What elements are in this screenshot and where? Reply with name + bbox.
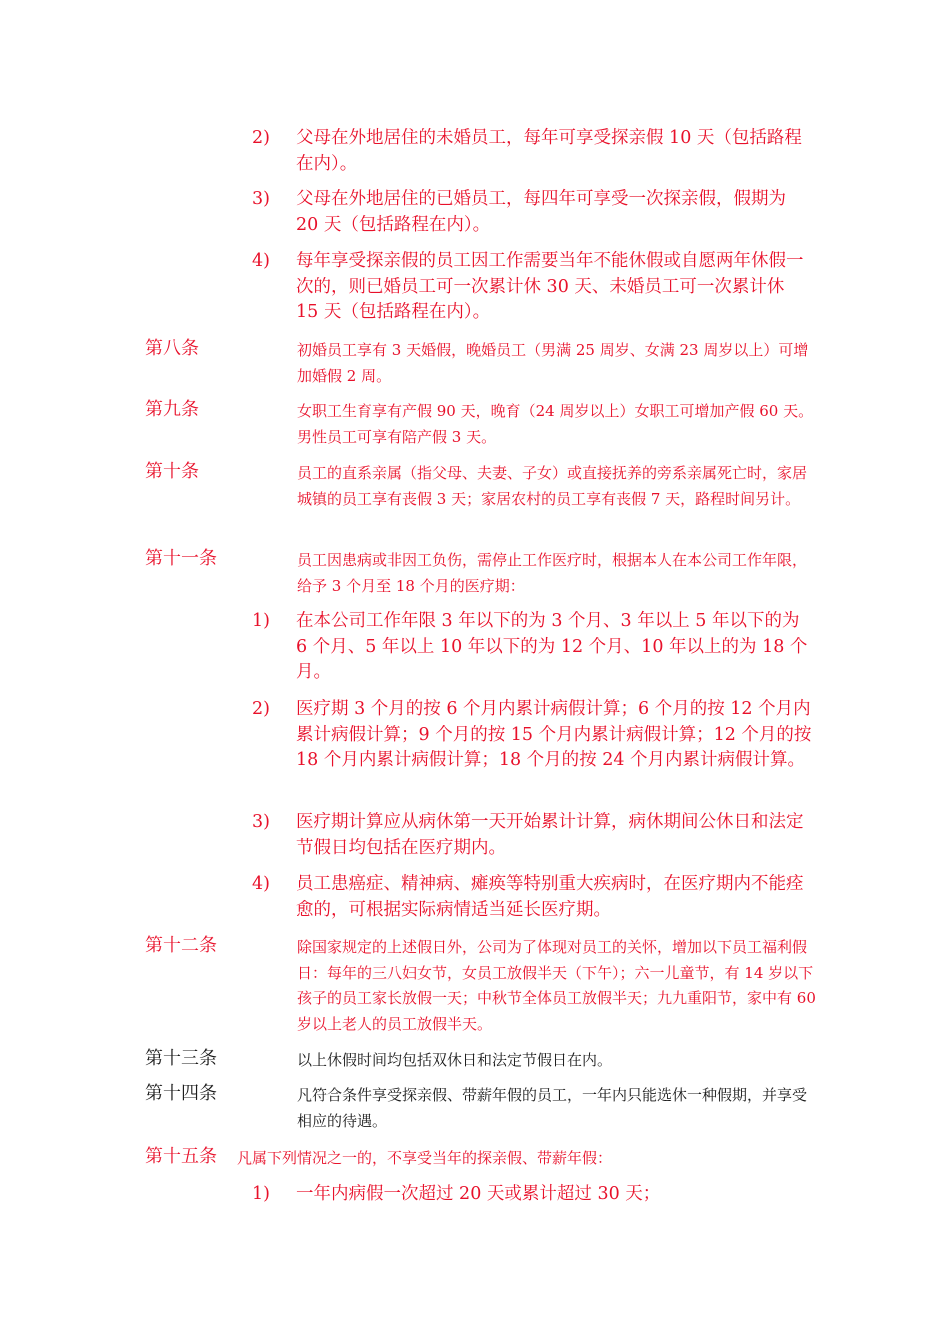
list-item [252,1182,812,1208]
article-heading: 第八条 [145,338,199,359]
item-number: 4) [252,251,270,271]
list-item [252,187,812,238]
article-text: 凡符合条件享受探亲假、带薪年假的员工，一年内只能选休一种假期，并享受相应的待遇。 [297,1086,808,1130]
item-number: 1) [252,611,270,631]
list-item [252,810,812,861]
article-text: 以上休假时间均包括双休日和法定节假日在内。 [297,1051,613,1069]
article-14 [145,1083,815,1134]
article-8 [145,338,815,389]
list-item [252,249,812,326]
article-heading: 第十一条 [145,548,217,569]
article-text: 女职工生育享有产假 90 天，晚育（24 周岁以上）女职工可增加产假 60 天。男性员工可享有陪产假 3 天。 [297,402,814,446]
article-heading: 第十四条 [145,1083,217,1104]
article-heading: 第十三条 [145,1048,217,1069]
item-text: 每年享受探亲假的员工因工作需要当年不能休假或自愿两年休假一次的，则已婚员工可一次累计休 30 天、未婚员工可一次累计休 15 天（包括路程在内）。 [296,251,804,322]
item-number: 2) [252,128,270,148]
article-11 [145,548,815,599]
article-9 [145,399,815,450]
article-heading: 第十条 [145,461,199,482]
item-text: 医疗期计算应从病休第一天开始累计计算，病休期间公休日和法定节假日均包括在医疗期内。 [296,812,804,858]
list-item [252,872,812,923]
item-text: 一年内病假一次超过 20 天或累计超过 30 天； [296,1184,661,1204]
item-number: 3) [252,812,270,832]
item-text: 在本公司工作年限 3 年以下的为 3 个月、3 年以上 5 年以下的为 6 个月、5 年以上 10 年以下的为 12 个月、10 年以上的为 18 个月。 [296,611,808,682]
article-heading: 第十五条 [145,1146,217,1167]
item-text: 员工患癌症、精神病、瘫痪等特别重大疾病时，在医疗期内不能痊愈的，可根据实际病情适当延长医疗期。 [296,874,804,920]
article-text: 凡属下列情况之一的，不享受当年的探亲假、带薪年假： [237,1149,613,1167]
item-text: 父母在外地居住的已婚员工，每四年可享受一次探亲假，假期为 20 天（包括路程在内）。 [296,189,786,235]
item-number: 2) [252,699,270,719]
list-item [252,609,812,686]
article-15 [145,1146,815,1172]
article-heading: 第十二条 [145,935,217,956]
item-number: 1) [252,1184,270,1204]
article-text: 初婚员工享有 3 天婚假，晚婚员工（男满 25 周岁、女满 23 周岁以上）可增加婚假 2 周。 [297,341,809,385]
list-item [252,126,812,177]
article-10 [145,461,815,512]
article-text: 员工的直系亲属（指父母、夫妻、子女）或直接抚养的旁系亲属死亡时，家居城镇的员工享有丧假 3 天；家居农村的员工享有丧假 7 天，路程时间另计。 [297,464,808,508]
article-text: 除国家规定的上述假日外，公司为了体现对员工的关怀，增加以下员工福利假日：每年的三八妇女节，女员工放假半天（下午）；六一儿童节，有 14 岁以下孩子的员工家长放假一天；中秋节全体员工放假半天；九九重阳节，家中有 60 岁以上老人的员工放假半天。 [297,938,816,1033]
article-text: 员工因患病或非因工负伤，需停止工作医疗时，根据本人在本公司工作年限，给予 3 个月至 18 个月的医疗期： [297,551,808,595]
item-number: 4) [252,874,270,894]
article-heading: 第九条 [145,399,199,420]
article-12 [145,935,815,1037]
list-item [252,697,812,774]
item-number: 3) [252,189,270,209]
item-text: 医疗期 3 个月的按 6 个月内累计病假计算；6 个月的按 12 个月内累计病假计算；9 个月的按 15 个月内累计病假计算；12 个月的按 18 个月内累计病假计算；18 个月的按 24 个月内累计病假计算。 [296,699,812,770]
article-13 [145,1048,815,1074]
item-text: 父母在外地居住的未婚员工，每年可享受探亲假 10 天（包括路程在内）。 [296,128,802,174]
